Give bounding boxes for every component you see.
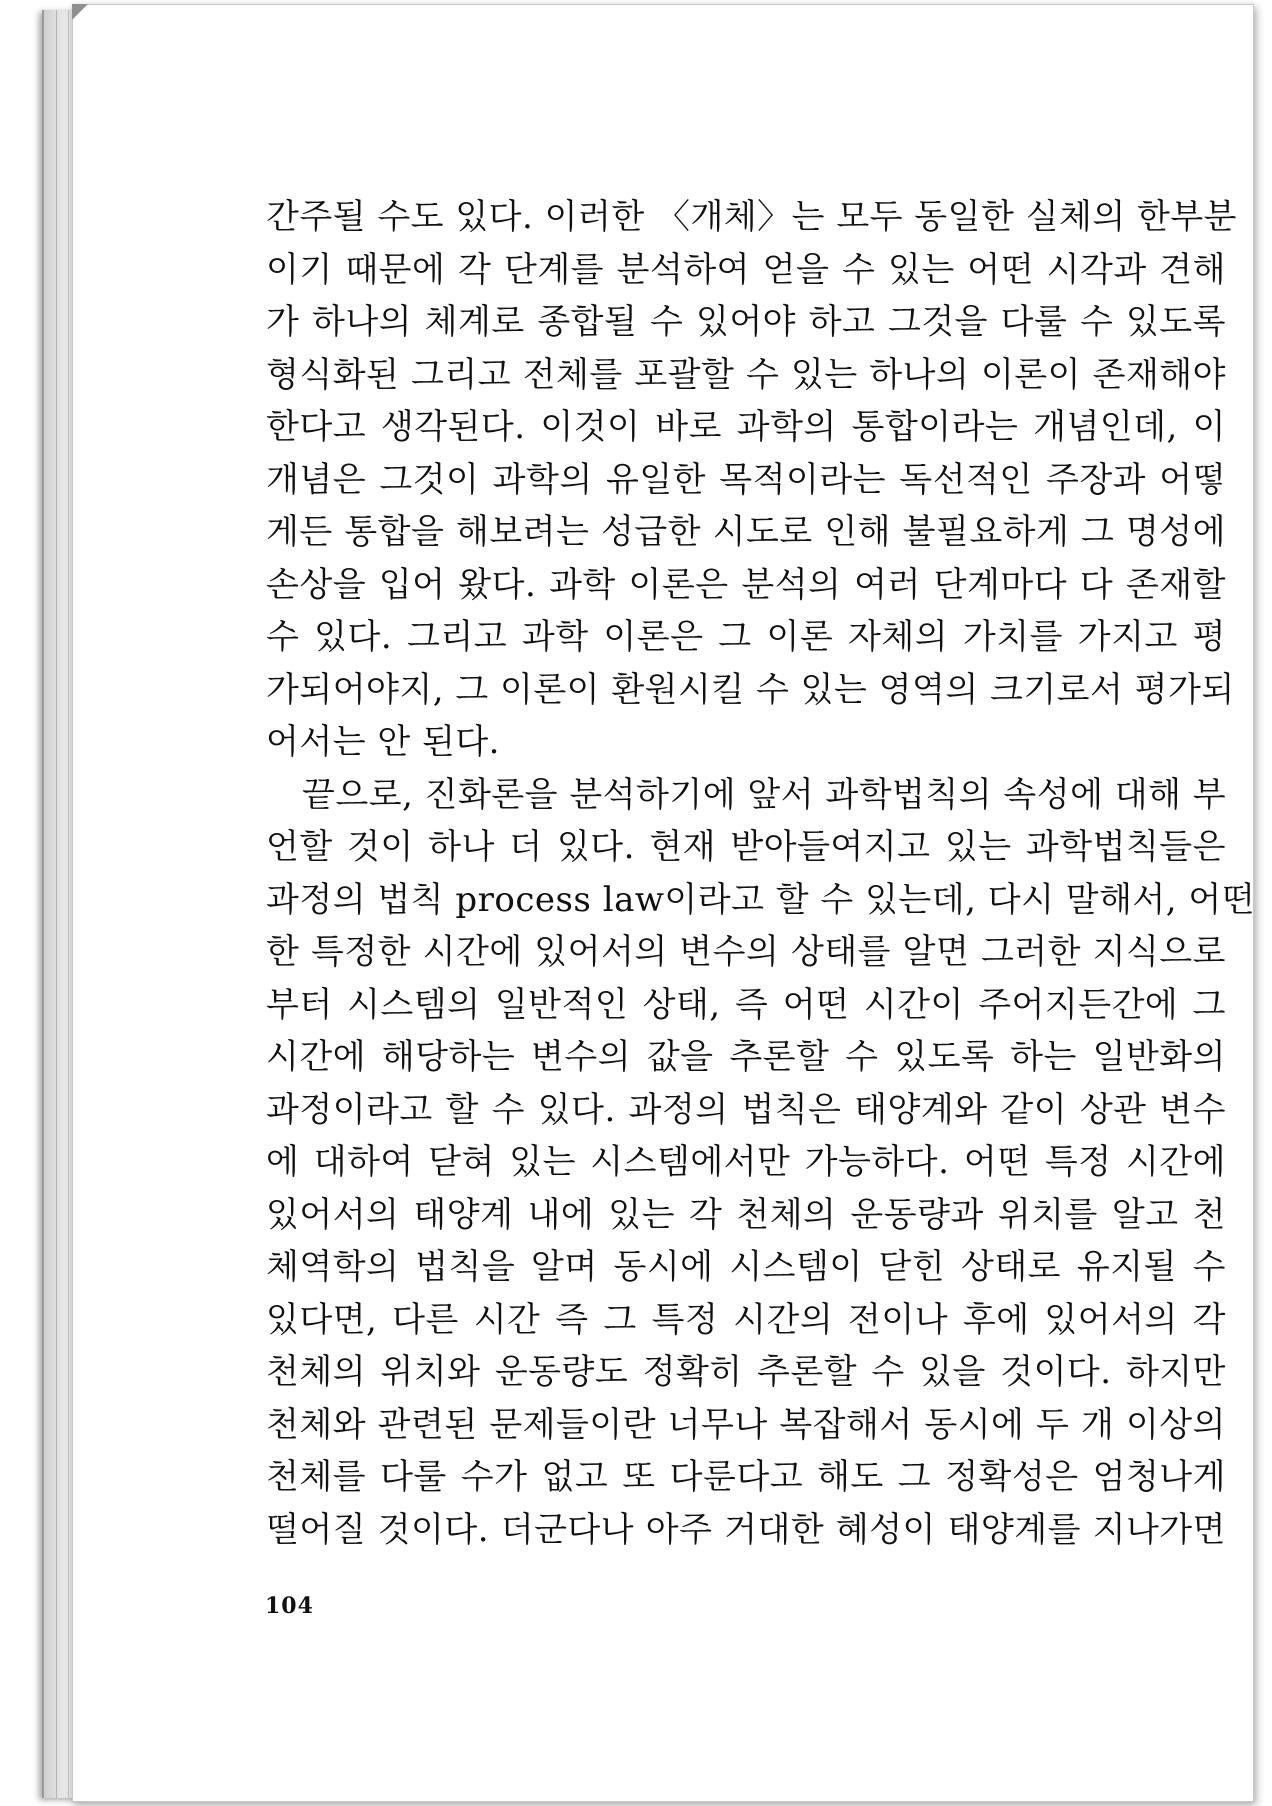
text-line: 천체를 다룰 수가 없고 또 다룬다고 해도 그 정확성은 엄청나게 <box>266 1457 1226 1497</box>
text-line: 과정이라고 할 수 있다. 과정의 법칙은 태양계와 같이 상관 변수 <box>266 1089 1226 1130</box>
text-line: 에 대하여 닫혀 있는 시스템에서만 가능하다. 어떤 특정 시간에 <box>266 1142 1226 1182</box>
text-line: 천체의 위치와 운동량도 정확히 추론할 수 있을 것이다. 하지만 <box>266 1352 1226 1392</box>
text-line: 게든 통합을 해보려는 성급한 시도로 인해 불필요하게 그 명성에 <box>266 512 1226 552</box>
text-line: 한 특정한 시간에 있어서의 변수의 상태를 알면 그러한 지식으로 <box>266 932 1226 972</box>
text-line: 시간에 해당하는 변수의 값을 추론할 수 있도록 하는 일반화의 <box>266 1037 1226 1077</box>
text-line: 천체와 관련된 문제들이란 너무나 복잡해서 동시에 두 개 이상의 <box>266 1404 1226 1445</box>
paragraph-start-line: 끝으로, 진화론을 분석하기에 앞서 과학법칙의 속성에 대해 부 <box>302 774 1227 815</box>
body-text <box>266 191 1256 1556</box>
text-line: 이기 때문에 각 단계를 분석하여 얻을 수 있는 어떤 시각과 견해 <box>266 249 1226 290</box>
text-line: 체역학의 법칙을 알며 동시에 시스템이 닫힌 상태로 유지될 수 <box>266 1247 1226 1287</box>
text-line: 떨어질 것이다. 더군다나 아주 거대한 혜성이 태양계를 지나가면 <box>266 1509 1226 1550</box>
page-number: 104 <box>265 1593 314 1619</box>
text-line: 가 하나의 체계로 종합될 수 있어야 하고 그것을 다룰 수 있도록 <box>266 302 1226 342</box>
text-line: 형식화된 그리고 전체를 포괄할 수 있는 하나의 이론이 존재해야 <box>266 354 1226 395</box>
text-line: 가되어야지, 그 이론이 환원시킬 수 있는 영역의 크기로서 평가되 <box>266 669 1235 710</box>
text-line: 한다고 생각된다. 이것이 바로 과학의 통합이라는 개념인데, 이 <box>266 407 1226 447</box>
text-line: 간주될 수도 있다. 이러한 〈개체〉는 모두 동일한 실체의 한부분 <box>266 197 1238 237</box>
book-page <box>72 4 1254 1802</box>
text-line: 있어서의 태양계 내에 있는 각 천체의 운동량과 위치를 알고 천 <box>266 1194 1226 1235</box>
text-line: 손상을 입어 왔다. 과학 이론은 분석의 여러 단계마다 다 존재할 <box>266 564 1226 605</box>
text-line: 있다면, 다른 시간 즉 그 특정 시간의 전이나 후에 있어서의 각 <box>266 1299 1226 1340</box>
text-line: 과정의 법칙 process law이라고 할 수 있는데, 다시 말해서, 어떤 <box>266 879 1256 920</box>
text-line: 수 있다. 그리고 과학 이론은 그 이론 자체의 가치를 가지고 평 <box>266 617 1226 657</box>
paragraph-end-line: 어서는 안 된다. <box>266 722 500 762</box>
text-line: 개념은 그것이 과학의 유일한 목적이라는 독선적인 주장과 어떻 <box>266 459 1226 500</box>
text-line: 언할 것이 하나 더 있다. 현재 받아들여지고 있는 과학법칙들은 <box>266 827 1226 867</box>
text-line: 부터 시스템의 일반적인 상태, 즉 어떤 시간이 주어지든간에 그 <box>266 984 1226 1025</box>
